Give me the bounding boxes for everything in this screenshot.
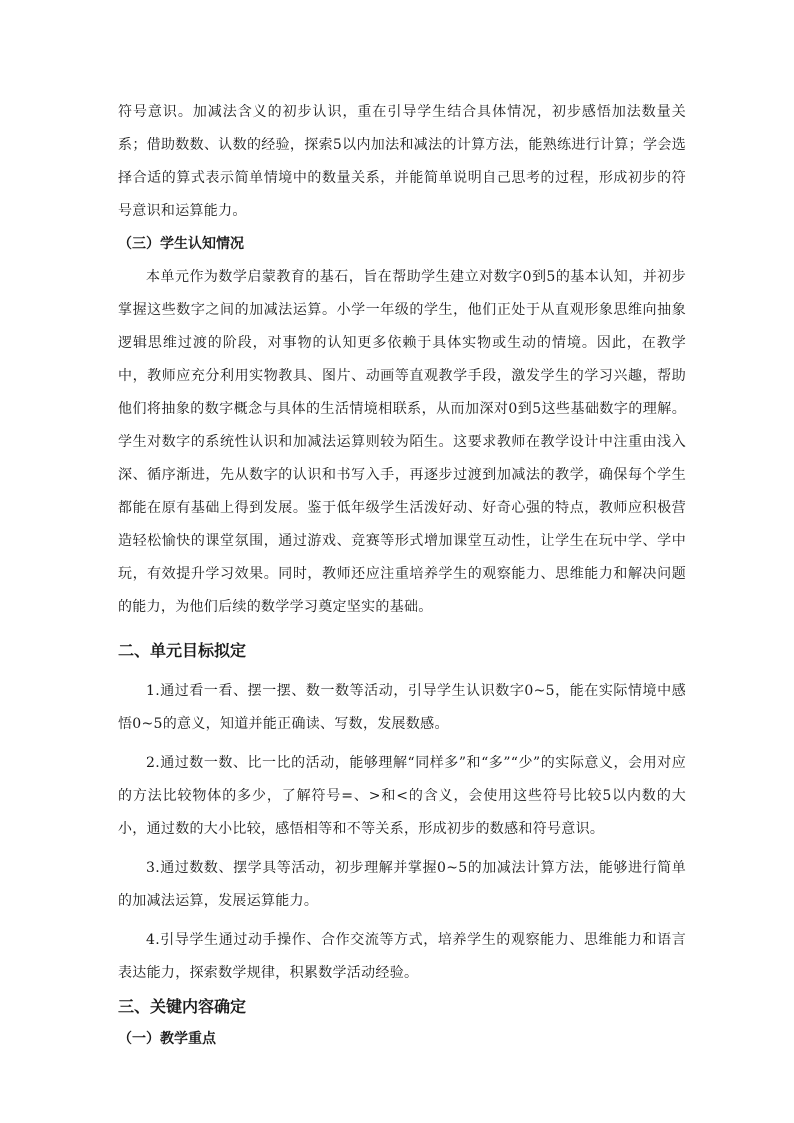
student-cognition-paragraph: 本单元作为数学启蒙教育的基石，旨在帮助学生建立对数字0到5的基本认知，并初步掌握这些数字之间的加减法运算。小学一年级的学生，他们正处于从直观形象思维向抽象逻辑思维过渡的阶段，对事物的认知更多依赖于具体实物或生动的情境。因此，在教学中，教师应充分利用实物教具、图片、动画等直观教学手段，激发学生的学习兴趣，帮助他们将抽象的数字概念与具体的生活情境相联系，从而加深对0到5这些基础数字的理解。学生对数字的系统性认识和加减法运算则较为陌生。这要求教师在教学设计中注重由浅入深、循序渐进，先从数字的认识和书写入手，再逐步过渡到加减法的教学，确保每个学生都能在原有基础上得到发展。鉴于低年级学生活泼好动、好奇心强的特点，教师应积极营造轻松愉快的课堂氛围，通过游戏、竞赛等形式增加课堂互动性，让学生在玩中学、学中玩，有效提升学习效果。同时，教师还应注重培养学生的观察能力、思维能力和解决问题的能力，为他们后续的数学学习奠定坚实的基础。 (118, 269, 686, 615)
teaching-focus-heading: （一）教学重点 (118, 1031, 216, 1047)
unit-goals-heading: 二、单元目标拟定 (118, 641, 247, 660)
goal-item-3: 3.通过数数、摆学具等活动，初步理解并掌握0~5的加减法计算方法，能够进行简单的加减法运算，发展运算能力。 (118, 860, 686, 909)
goal-item-4: 4.引导学生通过动手操作、合作交流等方式，培养学生的观察能力、思维能力和语言表达能力，探索数学规律，积累数学活动经验。 (118, 932, 686, 981)
document-body (118, 96, 686, 1056)
goal-item-2: 2.通过数一数、比一比的活动，能够理解“同样多”和“多”“少”的实际意义，会用对应的方法比较物体的多少，了解符号=、>和<的含义，会使用这些符号比较5以内数的大小，通过数的大小比较，感悟相等和不等关系，形成初步的数感和符号意识。 (118, 755, 686, 837)
key-content-heading: 三、关键内容确定 (118, 997, 247, 1016)
intro-paragraph: 符号意识。加减法含义的初步认识，重在引导学生结合具体情况，初步感悟加法数量关系；借助数数、认数的经验，探索5以内加法和减法的计算方法，能熟练进行计算；学会选择合适的算式表示简单情境中的数量关系，并能简单说明自己思考的过程，形成初步的符号意识和运算能力。 (118, 104, 686, 219)
goal-item-1: 1.通过看一看、摆一摆、数一数等活动，引导学生认识数字0~5，能在实际情境中感悟0~5的意义，知道并能正确读、写数，发展数感。 (118, 683, 686, 732)
student-cognition-heading: （三）学生认知情况 (118, 236, 244, 252)
